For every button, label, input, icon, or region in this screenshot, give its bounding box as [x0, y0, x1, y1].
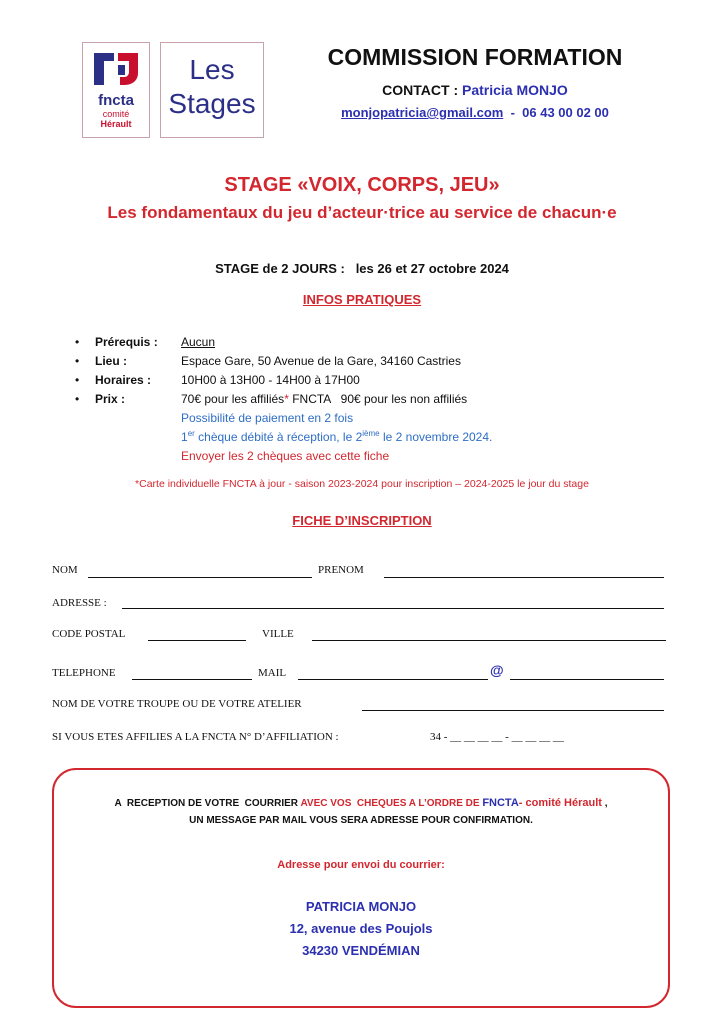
- prerequis-value: Aucun: [181, 335, 216, 349]
- prix-label: Prix :: [95, 392, 126, 406]
- list-item: [75, 333, 635, 352]
- paiement-note: Possibilité de paiement en 2 fois: [181, 411, 354, 425]
- stage-dates: STAGE de 2 JOURS : les 26 et 27 octobre 2024: [215, 261, 509, 276]
- prerequis-label: Prérequis :: [95, 335, 158, 349]
- contact-separator: -: [510, 105, 515, 120]
- les-stages-logo: [160, 42, 264, 138]
- infos-list: [75, 333, 635, 466]
- prenom-field[interactable]: [384, 577, 664, 578]
- box-confirmation-line: UN MESSAGE PAR MAIL VOUS SERA ADRESSE POUR CONFIRMATION.: [189, 815, 533, 826]
- prix-non-affilies: FNCTA 90€ pour les non affiliés: [288, 392, 468, 406]
- stage-subtitle: Les fondamentaux du jeu d’acteur·trice au service de chacun·e: [107, 203, 617, 222]
- les-stages-line2: Stages: [168, 88, 256, 119]
- box-line1-e: ,: [601, 798, 608, 809]
- box-recipient-name: PATRICIA MONJO: [305, 899, 417, 914]
- commission-title: COMMISSION FORMATION: [327, 44, 623, 70]
- box-street: 12, avenue des Poujols: [289, 921, 433, 936]
- cheque-sup1: er: [187, 429, 195, 438]
- box-line1-d: - comité Hérault: [518, 797, 602, 809]
- box-line1-b: AVEC VOS CHEQUES A L’ORDRE DE: [300, 798, 483, 809]
- telephone-field[interactable]: [132, 679, 252, 680]
- mail-field-domain[interactable]: [510, 679, 664, 680]
- at-sign: @: [490, 662, 504, 678]
- list-item: [75, 428, 635, 447]
- fncta-logo-sub1: comité: [102, 109, 130, 119]
- horaires-value: 10H00 à 13H00 - 14H00 à 17H00: [181, 373, 360, 387]
- fiche-heading: FICHE D’INSCRIPTION: [292, 513, 432, 528]
- contact-name: Patricia MONJO: [462, 82, 568, 98]
- nom-field[interactable]: [88, 577, 312, 578]
- code-postal-field[interactable]: [148, 640, 246, 641]
- bullet: •: [75, 373, 80, 387]
- bullet: •: [75, 354, 80, 368]
- cheque-text2: le 2 novembre 2024.: [379, 430, 493, 444]
- stage-title: STAGE «VOIX, CORPS, JEU»: [224, 174, 500, 196]
- fncta-logo-word: fncta: [98, 92, 134, 109]
- mail-field-user[interactable]: [298, 679, 488, 680]
- cheque-num1: 1: [181, 430, 188, 444]
- carte-note: *Carte individuelle FNCTA à jour - saison 2023-2024 pour inscription – 2024-2025 le jour du stage: [135, 478, 589, 490]
- fncta-emblem-icon: [84, 45, 148, 95]
- fncta-logo-sub2: Hérault: [100, 119, 132, 129]
- list-item: [75, 371, 635, 390]
- box-address-label: Adresse pour envoi du courrier:: [277, 859, 445, 871]
- box-line1-c: FNCTA: [482, 797, 519, 809]
- mail-label: MAIL: [258, 667, 287, 679]
- adresse-label: ADRESSE :: [52, 597, 107, 609]
- list-item: [75, 390, 635, 409]
- ville-field[interactable]: [312, 640, 666, 641]
- box-reception-line: [52, 797, 670, 809]
- nom-label: NOM: [52, 564, 78, 576]
- cheque-sup2: ième: [362, 429, 380, 438]
- bullet: •: [75, 392, 80, 406]
- fncta-logo: [82, 42, 150, 138]
- affiliation-field[interactable]: 34 - __ __ __ __ - __ __ __ __: [430, 731, 564, 743]
- bullet: •: [75, 335, 80, 349]
- affiliation-label: SI VOUS ETES AFFILIES A LA FNCTA N° D’AFFILIATION :: [52, 731, 339, 743]
- list-item: [75, 447, 635, 466]
- box-line1-a: A RECEPTION DE VOTRE COURRIER: [114, 798, 301, 809]
- prix-affilies: 70€ pour les affiliés: [181, 392, 285, 406]
- les-stages-line1: Les: [189, 54, 235, 85]
- list-item: [75, 352, 635, 371]
- lieu-value: Espace Gare, 50 Avenue de la Gare, 34160 Castries: [181, 354, 461, 368]
- code-postal-label: CODE POSTAL: [52, 628, 126, 640]
- cheque-note: [181, 428, 492, 447]
- troupe-label: NOM DE VOTRE TROUPE OU DE VOTRE ATELIER: [52, 698, 302, 710]
- prix-star: *: [284, 392, 289, 406]
- ville-label: VILLE: [262, 628, 294, 640]
- contact-phone: 06 43 00 02 00: [522, 105, 609, 120]
- contact-label: CONTACT :: [382, 82, 459, 98]
- list-item: [75, 409, 635, 428]
- prix-value: [181, 390, 467, 409]
- prenom-label: PRENOM: [318, 564, 364, 576]
- contact-details: [300, 105, 650, 120]
- box-city: 34230 VENDÉMIAN: [302, 943, 420, 958]
- telephone-label: TELEPHONE: [52, 667, 116, 679]
- troupe-field[interactable]: [362, 710, 664, 711]
- adresse-field[interactable]: [122, 608, 664, 609]
- cheque-text1: chèque débité à réception, le 2: [194, 430, 363, 444]
- horaires-label: Horaires :: [95, 373, 152, 387]
- infos-heading: INFOS PRATIQUES: [302, 292, 422, 307]
- lieu-label: Lieu :: [95, 354, 127, 368]
- contact-line: [300, 82, 650, 98]
- envoyer-note: Envoyer les 2 chèques avec cette fiche: [181, 449, 390, 463]
- contact-email-link[interactable]: monjopatricia@gmail.com: [341, 105, 504, 120]
